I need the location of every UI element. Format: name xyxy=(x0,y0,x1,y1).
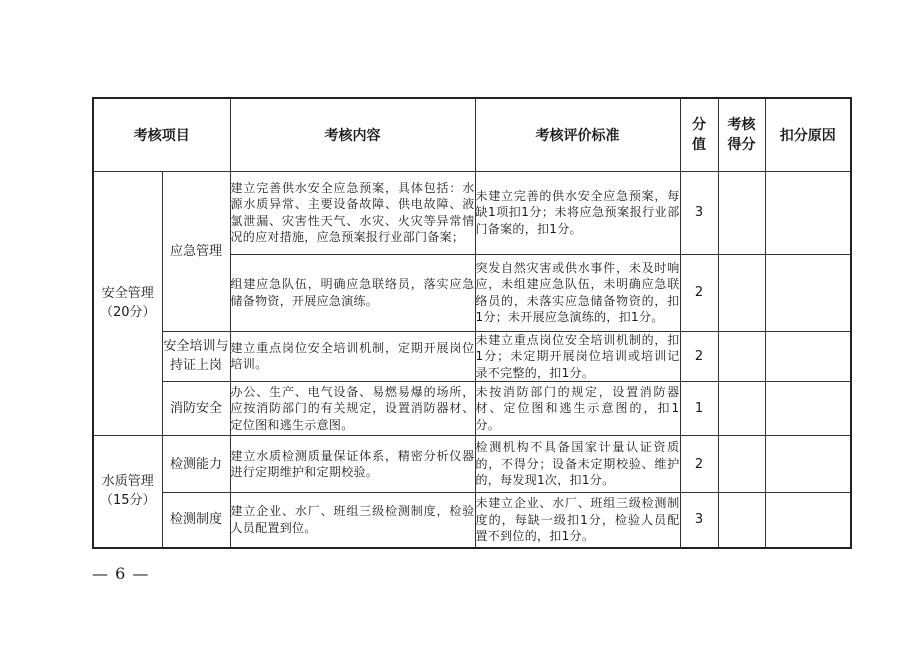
header-criteria: 考核评价标准 xyxy=(475,98,680,171)
group-points: （15分） xyxy=(99,493,156,509)
score-cell: 2 xyxy=(680,331,718,382)
group-water-quality xyxy=(93,436,162,548)
score-cell: 1 xyxy=(680,382,718,436)
content-cell: 办公、生产、电气设备、易燃易爆的场所，应按消防部门的有关规定，设置消防器材、定位图和逃生示意图。 xyxy=(230,382,475,436)
reason-cell xyxy=(765,171,851,254)
score-cell: 3 xyxy=(680,493,718,548)
reason-cell xyxy=(765,331,851,382)
score-cell: 2 xyxy=(680,254,718,331)
table-row xyxy=(93,436,851,493)
header-reason: 扣分原因 xyxy=(765,98,851,171)
criteria-cell: 未按消防部门的规定，设置消防器材、定位图和逃生示意图的，扣1分。 xyxy=(475,382,680,436)
header-score xyxy=(680,98,718,171)
reason-cell xyxy=(765,493,851,548)
group-name: 安全管理 xyxy=(101,286,154,302)
got-cell xyxy=(718,171,765,254)
got-cell xyxy=(718,331,765,382)
assessment-table xyxy=(92,97,852,549)
group-points: （20分） xyxy=(99,305,156,321)
score-cell: 3 xyxy=(680,171,718,254)
header-got xyxy=(718,98,765,171)
header-score-line2: 值 xyxy=(692,136,706,153)
content-cell: 建立水质检测质量保证体系，精密分析仪器进行定期维护和定期校验。 xyxy=(230,436,475,493)
header-content: 考核内容 xyxy=(230,98,475,171)
criteria-cell: 检测机构不具备国家计量认证资质的，不得分；设备未定期校验、维护的，每发现1次，扣1分。 xyxy=(475,436,680,493)
header-got-line1: 考核 xyxy=(727,116,756,133)
reason-cell xyxy=(765,436,851,493)
content-cell: 组建应急队伍，明确应急联络员，落实应急储备物资，开展应急演练。 xyxy=(230,254,475,331)
content-cell: 建立重点岗位安全培训机制，定期开展岗位培训。 xyxy=(230,331,475,382)
sub-item: 检测制度 xyxy=(162,493,230,548)
got-cell xyxy=(718,382,765,436)
got-cell xyxy=(718,254,765,331)
table-row xyxy=(93,382,851,436)
header-got-line2: 得分 xyxy=(727,136,756,153)
sub-item: 安全培训与持证上岗 xyxy=(162,331,230,382)
group-name: 水质管理 xyxy=(101,474,154,490)
criteria-cell: 未建立完善的供水安全应急预案，每缺1项扣1分；未将应急预案报行业部门备案的，扣1分。 xyxy=(475,171,680,254)
criteria-cell: 未建立企业、水厂、班组三级检测制度的，每缺一级扣1分，检验人员配置不到位的，扣1分。 xyxy=(475,493,680,548)
page-number: — 6 — xyxy=(92,564,150,583)
reason-cell xyxy=(765,382,851,436)
header-row xyxy=(93,98,851,171)
reason-cell xyxy=(765,254,851,331)
content-cell: 建立完善供水安全应急预案，具体包括：水源水质异常、主要设备故障、供电故障、液氯泄漏、灾害性天气、水灾、火灾等异常情况的应对措施，应急预案报行业部门备案； xyxy=(230,171,475,254)
sub-item: 应急管理 xyxy=(162,171,230,331)
header-project: 考核项目 xyxy=(93,98,230,171)
content-cell: 建立企业、水厂、班组三级检测制度，检验人员配置到位。 xyxy=(230,493,475,548)
header-score-line1: 分 xyxy=(692,116,706,133)
sub-item: 检测能力 xyxy=(162,436,230,493)
got-cell xyxy=(718,493,765,548)
criteria-cell: 未建立重点岗位安全培训机制的，扣1分；未定期开展岗位培训或培训记录不完整的，扣1分。 xyxy=(475,332,680,380)
got-cell xyxy=(718,436,765,493)
criteria-cell: 突发自然灾害或供水事件，未及时响应，未组建应急队伍，未明确应急联络员的，未落实应急储备物资的，扣1分；未开展应急演练的，扣1分。 xyxy=(475,254,680,331)
group-safety xyxy=(93,171,162,436)
table-row xyxy=(93,493,851,548)
score-cell: 2 xyxy=(680,436,718,493)
sub-item: 消防安全 xyxy=(162,382,230,436)
table-row xyxy=(93,171,851,254)
table-row xyxy=(93,331,851,382)
